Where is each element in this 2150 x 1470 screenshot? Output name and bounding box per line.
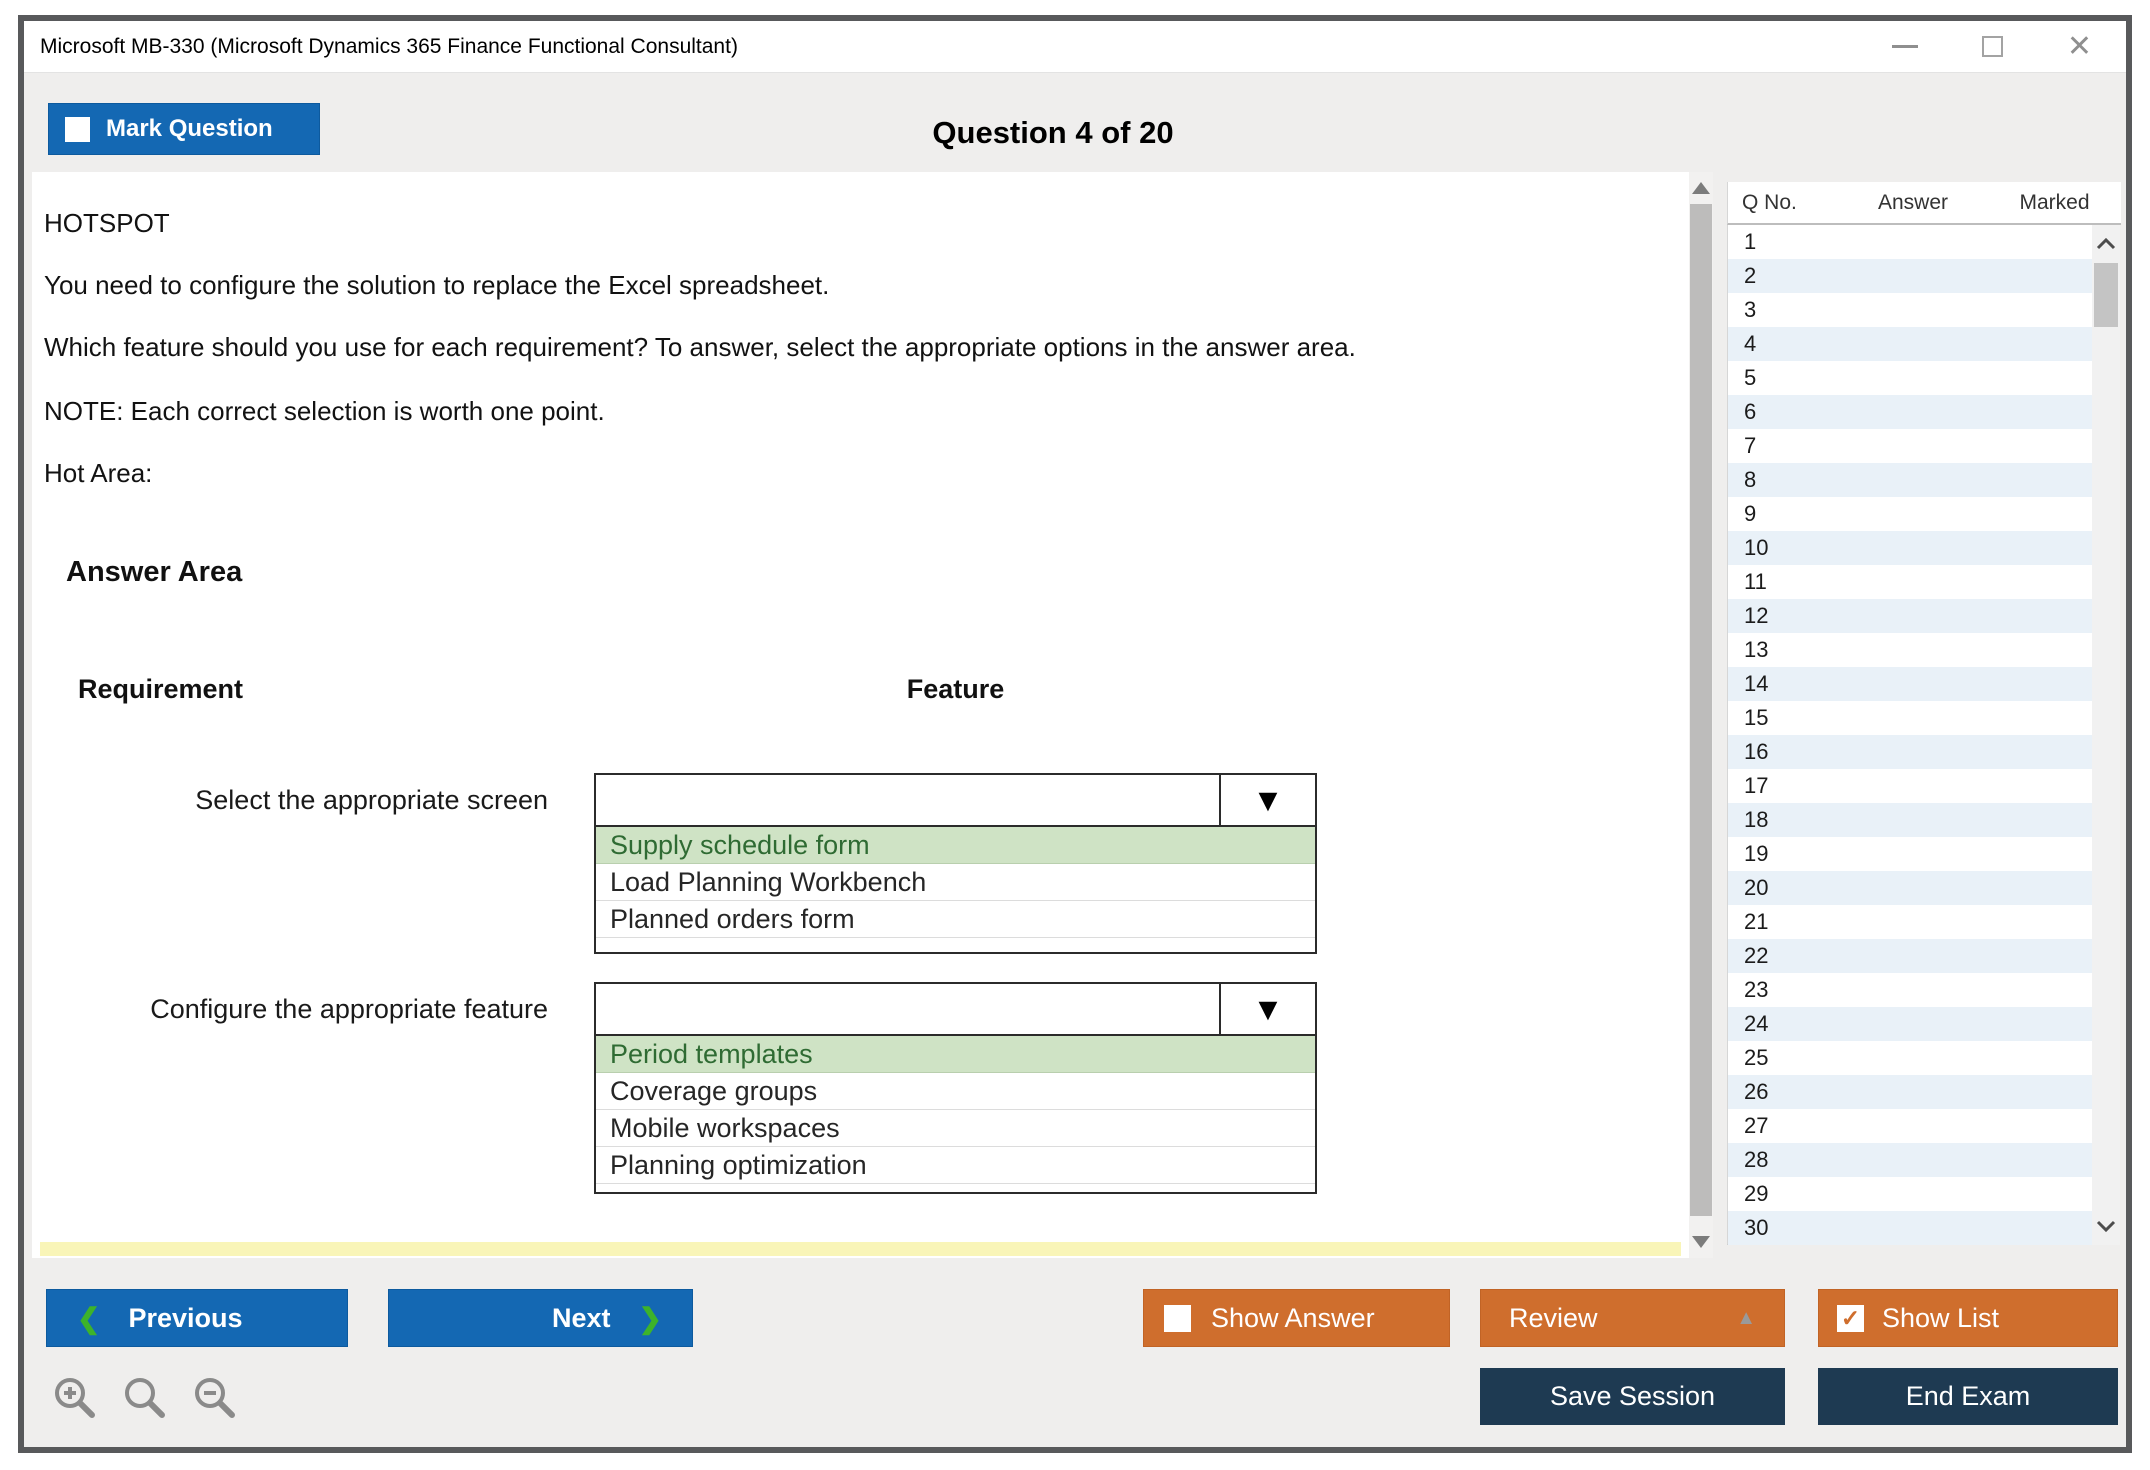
question-number: 13 <box>1744 637 1769 662</box>
answer-area-title: Answer Area <box>66 556 243 588</box>
dropdown-arrow-icon[interactable]: ▼ <box>1219 775 1315 825</box>
exam-window <box>18 15 2132 1453</box>
question-list-row[interactable] <box>1728 1143 2092 1177</box>
answer-column-header: Answer <box>1877 190 1949 214</box>
review-button[interactable] <box>1480 1289 1785 1347</box>
question-text: Which feature should you use for each requirement? To answer, select the appropriate options in the answer area. <box>44 332 1356 362</box>
question-number: 21 <box>1744 909 1769 934</box>
review-caret-icon: ▲ <box>1736 1306 1756 1329</box>
mark-question-label: Mark Question <box>106 115 273 142</box>
window-title: Microsoft MB-330 (Microsoft Dynamics 365 Finance Functional Consultant) <box>40 34 738 58</box>
scroll-up-arrow-icon[interactable] <box>1692 182 1710 194</box>
question-panel <box>32 172 1689 1258</box>
end-exam-button[interactable] <box>1818 1368 2118 1425</box>
dropdown-option[interactable]: Period templates <box>596 1036 1315 1073</box>
question-list-row[interactable] <box>1728 1109 2092 1143</box>
question-list-row[interactable] <box>1728 293 2092 327</box>
question-list <box>1727 225 2092 1245</box>
question-list-row[interactable] <box>1728 1007 2092 1041</box>
question-list-row[interactable] <box>1728 905 2092 939</box>
question-text: You need to configure the solution to replace the Excel spreadsheet. <box>44 270 830 300</box>
question-list-row[interactable] <box>1728 497 2092 531</box>
previous-button[interactable] <box>46 1289 348 1347</box>
previous-chevron-icon: ❮ <box>77 1302 101 1334</box>
dropdown-selected-value <box>608 775 1215 825</box>
highlight-strip <box>40 1242 1681 1256</box>
hot-area-label: Hot Area: <box>44 458 153 488</box>
question-number: 29 <box>1744 1181 1769 1206</box>
qno-column-header: Q No. <box>1742 190 1797 214</box>
question-list-row[interactable] <box>1728 463 2092 497</box>
question-list-row[interactable] <box>1728 837 2092 871</box>
question-number: 11 <box>1744 569 1767 594</box>
dropdown-option[interactable]: Supply schedule form <box>596 827 1315 864</box>
dropdown-option[interactable]: Mobile workspaces <box>596 1110 1315 1147</box>
question-number: 26 <box>1744 1079 1769 1104</box>
question-note: NOTE: Each correct selection is worth one point. <box>44 396 605 426</box>
main-scrollbar[interactable] <box>1689 172 1713 1258</box>
zoom-in-icon[interactable] <box>50 1373 100 1423</box>
question-list-row[interactable] <box>1728 1211 2092 1245</box>
question-number: 2 <box>1744 263 1757 288</box>
maximize-icon[interactable] <box>1982 36 2003 57</box>
scroll-up-chevron-icon[interactable] <box>2096 237 2116 250</box>
question-number: 10 <box>1744 535 1769 560</box>
next-label: Next <box>552 1302 611 1333</box>
question-number: 23 <box>1744 977 1769 1002</box>
question-number: 20 <box>1744 875 1769 900</box>
question-list-row[interactable] <box>1728 871 2092 905</box>
question-number: 19 <box>1744 841 1769 866</box>
question-list-row[interactable] <box>1728 429 2092 463</box>
show-list-checkbox[interactable]: ✓ <box>1837 1305 1864 1332</box>
question-number: 5 <box>1744 365 1757 390</box>
show-answer-checkbox[interactable] <box>1164 1305 1191 1332</box>
question-number: 15 <box>1744 705 1769 730</box>
dropdown-option[interactable]: Planned orders form <box>596 901 1315 938</box>
question-number: 28 <box>1744 1147 1769 1172</box>
question-number: 25 <box>1744 1045 1769 1070</box>
question-list-row[interactable] <box>1728 769 2092 803</box>
dropdown-selected-value <box>608 984 1215 1034</box>
question-list-row[interactable] <box>1728 735 2092 769</box>
question-list-row[interactable] <box>1728 803 2092 837</box>
zoom-controls <box>50 1373 240 1423</box>
question-list-header <box>1727 182 2121 225</box>
window-controls <box>1892 21 2092 72</box>
question-number: 18 <box>1744 807 1769 832</box>
zoom-out-icon[interactable] <box>190 1373 240 1423</box>
zoom-reset-icon[interactable] <box>120 1373 170 1423</box>
question-list-row[interactable] <box>1728 973 2092 1007</box>
question-number: 16 <box>1744 739 1769 764</box>
question-number: 3 <box>1744 297 1757 322</box>
show-answer-button[interactable] <box>1143 1289 1450 1347</box>
question-number: 17 <box>1744 773 1769 798</box>
scrollbar-thumb[interactable] <box>1690 204 1712 1216</box>
question-list-row[interactable] <box>1728 667 2092 701</box>
dropdown-option[interactable]: Coverage groups <box>596 1073 1315 1110</box>
question-number: 14 <box>1744 671 1769 696</box>
question-list-row[interactable] <box>1728 939 2092 973</box>
marked-column-header: Marked <box>2019 190 2090 214</box>
question-number: 6 <box>1744 399 1757 424</box>
show-list-label: Show List <box>1882 1302 2000 1333</box>
feature-column-header: Feature <box>906 674 1005 704</box>
question-list-row[interactable] <box>1728 599 2092 633</box>
minimize-icon[interactable] <box>1892 45 1918 48</box>
scroll-down-chevron-icon[interactable] <box>2096 1220 2116 1233</box>
question-list-row[interactable] <box>1728 225 2092 259</box>
question-counter: Question 4 of 20 <box>932 115 1174 150</box>
question-number: 12 <box>1744 603 1769 628</box>
question-number: 8 <box>1744 467 1757 492</box>
question-list-row[interactable] <box>1728 327 2092 361</box>
question-number: 27 <box>1744 1113 1769 1138</box>
review-label: Review <box>1509 1302 1598 1333</box>
dropdown-arrow-icon[interactable]: ▼ <box>1219 984 1315 1034</box>
save-session-label: Save Session <box>1549 1381 1716 1411</box>
question-list-row[interactable] <box>1728 701 2092 735</box>
question-number: 30 <box>1744 1215 1769 1240</box>
dropdown-option[interactable]: Load Planning Workbench <box>596 864 1315 901</box>
next-chevron-icon: ❯ <box>638 1302 662 1334</box>
question-list-row[interactable] <box>1728 1041 2092 1075</box>
question-list-row[interactable] <box>1728 565 2092 599</box>
show-list-button[interactable] <box>1818 1289 2118 1347</box>
save-session-button[interactable] <box>1480 1368 1785 1425</box>
question-list-row[interactable] <box>1728 531 2092 565</box>
requirement-label: Configure the appropriate feature <box>150 993 548 1024</box>
titlebar <box>24 21 2126 73</box>
scroll-down-arrow-icon[interactable] <box>1692 1236 1710 1248</box>
scrollbar-thumb[interactable] <box>2094 263 2118 327</box>
question-number: 4 <box>1744 331 1757 356</box>
question-number: 1 <box>1744 229 1757 254</box>
question-list-row[interactable] <box>1728 1075 2092 1109</box>
question-type-label: HOTSPOT <box>44 208 170 238</box>
feature-dropdown[interactable] <box>594 773 1317 827</box>
question-number: 9 <box>1744 501 1757 526</box>
requirement-label: Select the appropriate screen <box>195 784 548 815</box>
question-list-row[interactable] <box>1728 633 2092 667</box>
show-answer-label: Show Answer <box>1211 1302 1375 1333</box>
question-list-row[interactable] <box>1728 361 2092 395</box>
dropdown-options <box>594 1036 1317 1194</box>
previous-label: Previous <box>128 1302 243 1333</box>
question-number: 7 <box>1744 433 1757 458</box>
dropdown-option[interactable]: Planning optimization <box>596 1147 1315 1184</box>
feature-dropdown[interactable] <box>594 982 1317 1036</box>
question-list-row[interactable] <box>1728 1177 2092 1211</box>
question-number: 22 <box>1744 943 1769 968</box>
end-exam-label: End Exam <box>1905 1381 2031 1411</box>
close-icon[interactable]: ✕ <box>2066 29 2092 63</box>
requirement-column-header: Requirement <box>78 674 244 704</box>
question-list-row[interactable] <box>1728 259 2092 293</box>
next-button[interactable] <box>388 1289 693 1347</box>
question-list-scrollbar[interactable] <box>2092 225 2120 1245</box>
question-number: 24 <box>1744 1011 1769 1036</box>
question-list-row[interactable] <box>1728 395 2092 429</box>
dropdown-options <box>594 827 1317 954</box>
